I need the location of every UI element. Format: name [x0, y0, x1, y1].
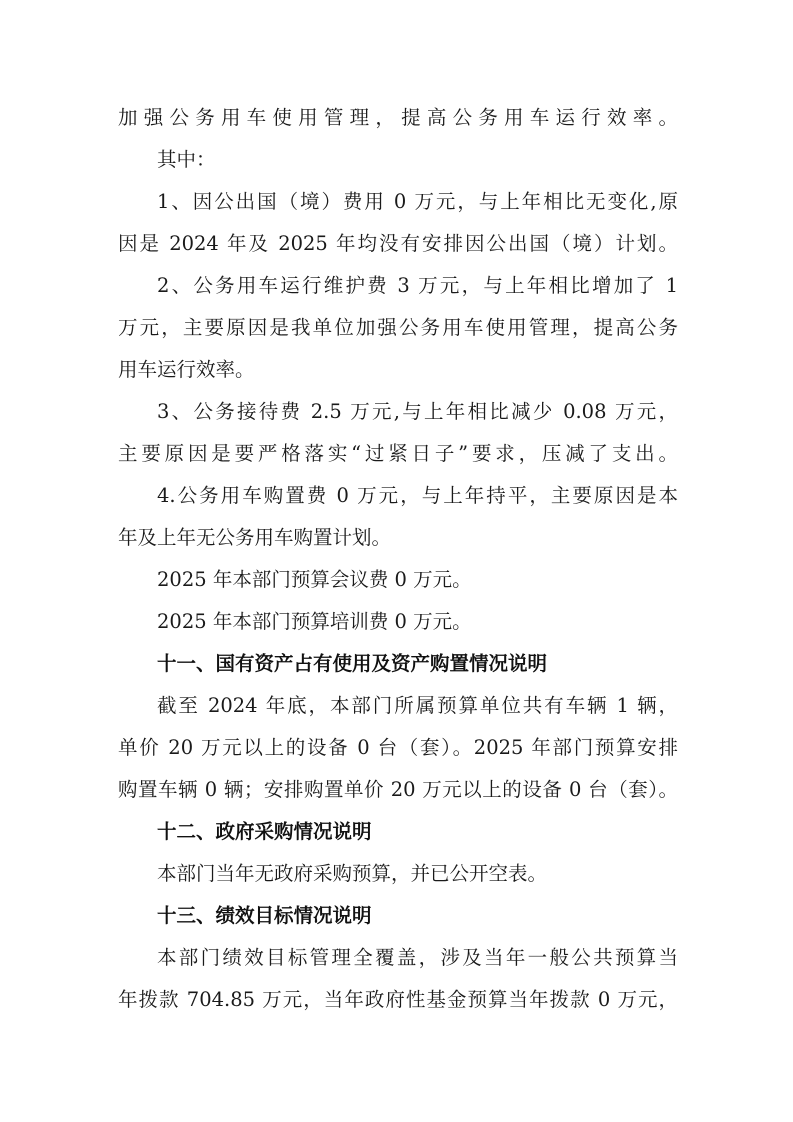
paragraph-line: 4.公务用车购置费 0 万元，与上年持平，主要原因是本	[157, 484, 678, 507]
paragraph-line: 2、公务用车运行维护费 3 万元，与上年相比增加了 1	[157, 274, 678, 297]
paragraph-line: 本部门当年无政府采购预算，并已公开空表。	[157, 862, 548, 885]
paragraph-line: 用车运行效率。	[118, 358, 255, 381]
section-heading: 十二、政府采购情况说明	[157, 820, 372, 843]
paragraph-line: 年拨款 704.85 万元，当年政府性基金预算当年拨款 0 万元，	[118, 988, 678, 1011]
paragraph-line: 万元，主要原因是我单位加强公务用车使用管理，提高公务	[118, 316, 678, 339]
paragraph-line: 主要原因是要严格落实“过紧日子”要求，压减了支出。	[118, 442, 678, 465]
paragraph-line: 截至 2024 年底，本部门所属预算单位共有车辆 1 辆，	[157, 694, 678, 717]
paragraph-line: 其中：	[157, 148, 216, 171]
section-heading: 十三、绩效目标情况说明	[157, 904, 372, 927]
paragraph-line: 2025 年本部门预算会议费 0 万元。	[157, 568, 472, 591]
section-heading: 十一、国有资产占有使用及资产购置情况说明	[157, 652, 548, 675]
paragraph-line: 购置车辆 0 辆；安排购置单价 20 万元以上的设备 0 台（套）。	[118, 778, 678, 801]
paragraph-line: 加强公务用车使用管理，提高公务用车运行效率。	[118, 106, 678, 129]
paragraph-line: 年及上年无公务用车购置计划。	[118, 526, 392, 549]
paragraph-line: 1、因公出国（境）费用 0 万元，与上年相比无变化,原	[157, 190, 678, 213]
paragraph-line: 本部门绩效目标管理全覆盖，涉及当年一般公共预算当	[157, 946, 678, 969]
paragraph-line: 因是 2024 年及 2025 年均没有安排因公出国（境）计划。	[118, 232, 678, 255]
paragraph-line: 2025 年本部门预算培训费 0 万元。	[157, 610, 472, 633]
paragraph-line: 单价 20 万元以上的设备 0 台（套）。2025 年部门预算安排	[118, 736, 678, 759]
paragraph-line: 3、公务接待费 2.5 万元,与上年相比减少 0.08 万元，	[157, 400, 678, 423]
